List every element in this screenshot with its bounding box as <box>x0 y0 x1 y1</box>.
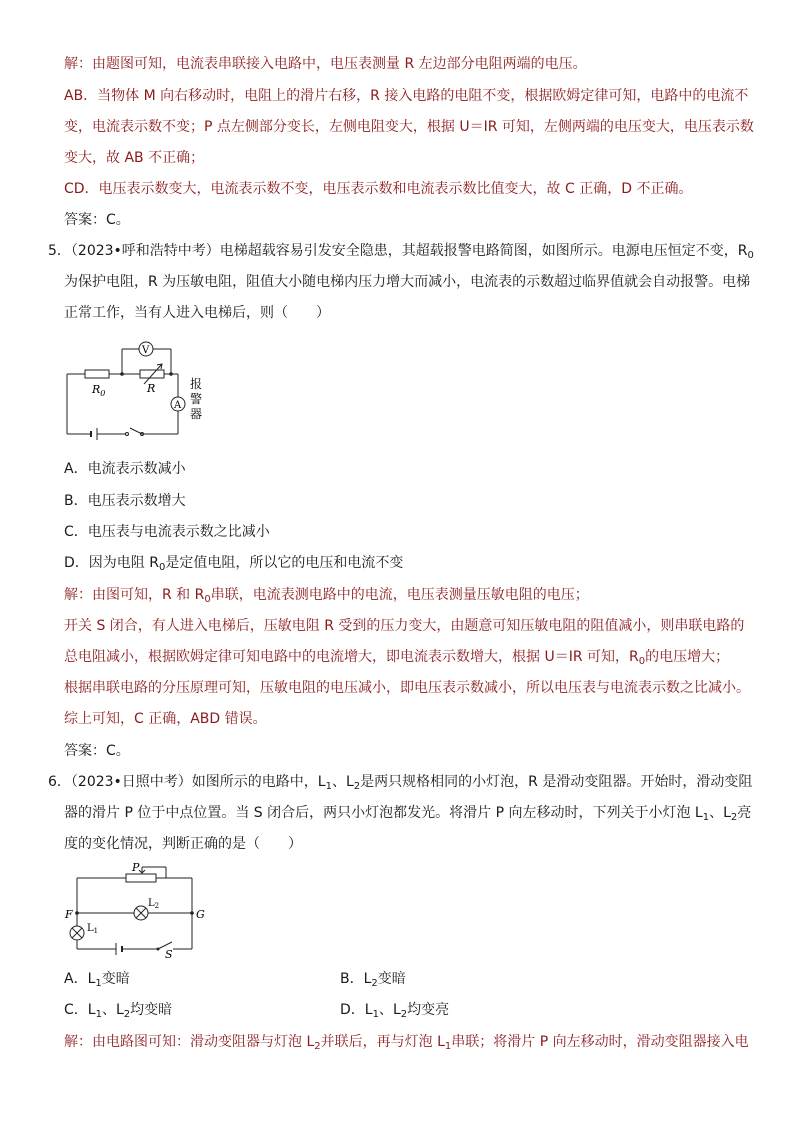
q5-option-c: C．电压表与电流表示数之比减小 <box>64 524 270 540</box>
q6-label-s: S <box>165 948 173 958</box>
q6-stem-line-3: 度的变化情况，判断正确的是（ ） <box>64 836 302 852</box>
q5-voltmeter-label: V <box>142 345 150 356</box>
prev-solution-line-4: 变大，故 AB 不正确； <box>64 150 205 166</box>
q5-answer: 答案：C。 <box>64 743 130 759</box>
q5-alarm-label-1: 报 <box>190 377 203 391</box>
prev-solution-line-3: 变，电流表示数不变；P 点左侧部分变长，左侧电阻变大，根据 U＝IR 可知，左侧两端的电压变大，电压表示数 <box>64 119 754 135</box>
q5-solution-line-2: 开关 S 闭合，有人进入电梯后，压敏电阻 R 受到的压力变大，由题意可知压敏电阻的阻值减小，则串联电路的 <box>64 618 745 634</box>
q5-option-a: A．电流表示数减小 <box>64 461 186 477</box>
q6-stem-line-2: 器的滑片 P 位于中点位置。当 S 闭合后，两只小灯泡都发光。将滑片 P 向左移动时，下列关于小灯泡 $L_1$、$L_2$亮 <box>64 805 752 823</box>
q5-stem-line-2: 为保护电阻，R 为压敏电阻，阻值大小随电梯内压力增大而减小，电流表的示数超过临界值就会自动报警。电梯 <box>64 274 751 290</box>
q5-alarm-label-3: 器 <box>190 407 203 421</box>
q6-label-f: F <box>65 908 73 921</box>
q6-stem-line-1: 6．（2023•日照中考）如图所示的电路中，$L_1$、$L_2$是两只规格相同的小灯泡，R 是滑动变阻器。开始时，滑动变阻 <box>48 774 753 792</box>
q5-ammeter-label: A <box>174 400 182 411</box>
q6-label-l1: $L_1$ <box>87 923 99 935</box>
q5-solution-line-5: 综上可知，C 正确，ABD 错误。 <box>64 711 267 727</box>
q5-option-d: D．因为电阻 $R_0$是定值电阻，所以它的电压和电流不变 <box>64 555 404 573</box>
q5-stem-line-1: 5．（2023•呼和浩特中考）电梯超载容易引发安全隐患，其超载报警电路简图，如图所示。电源电压恒定不变，$R_0$ <box>48 243 754 261</box>
prev-solution-line-5: CD．电压表示数变大，电流表示数不变，电压表示数和电流表示数比值变大，故 C 正确，D 不正确。 <box>64 181 693 197</box>
q5-option-b: B．电压表示数增大 <box>64 493 186 509</box>
q5-label-r: R <box>147 382 156 395</box>
q6-solution-line-1: 解：由电路图可知：滑动变阻器与灯泡 $L_2$并联后，再与灯泡 $L_1$串联；将滑片 P 向左移动时，滑动变阻器接入电 <box>64 1034 749 1052</box>
q6-option-d: D．$L_1$、$L_2$均变亮 <box>340 1002 450 1020</box>
q6-label-p: P <box>132 861 140 874</box>
q5-circuit-diagram <box>60 336 220 440</box>
q6-option-b: B．$L_2$变暗 <box>340 971 406 989</box>
q5-solution-line-3: 总电阻减小，根据欧姆定律可知电路中的电流增大，即电流表示数增大，根据 U＝IR 可知，$R_0$的电压增大； <box>64 649 730 667</box>
q6-label-g: G <box>196 908 205 921</box>
prev-solution-line-1: 解：由题图可知，电流表串联接入电路中，电压表测量 R 左边部分电阻两端的电压。 <box>64 56 587 72</box>
q6-circuit-diagram <box>60 858 210 958</box>
q6-option-a: A．$L_1$变暗 <box>64 971 130 989</box>
q5-solution-line-4: 根据串联电路的分压原理可知，压敏电阻的电压减小，即电压表示数减小，所以电压表与电流表示数之比减小。 <box>64 680 750 696</box>
q6-option-c: C．$L_1$、$L_2$均变暗 <box>64 1002 173 1020</box>
prev-solution-line-2: AB．当物体 M 向右移动时，电阻上的滑片右移，R 接入电路的电阻不变，根据欧姆定律可知，电路中的电流不 <box>64 88 749 104</box>
q5-alarm-label-2: 警 <box>190 392 203 406</box>
q5-solution-line-1: 解：由图可知，R 和 $R_0$串联，电流表测电路中的电流，电压表测量压敏电阻的电压； <box>64 587 589 605</box>
prev-answer: 答案：C。 <box>64 212 130 228</box>
q5-stem-line-3: 正常工作，当有人进入电梯后，则（ ） <box>64 305 330 321</box>
q6-label-l2: $L_2$ <box>148 898 160 910</box>
q5-label-r0: $R_0$ <box>92 383 106 398</box>
